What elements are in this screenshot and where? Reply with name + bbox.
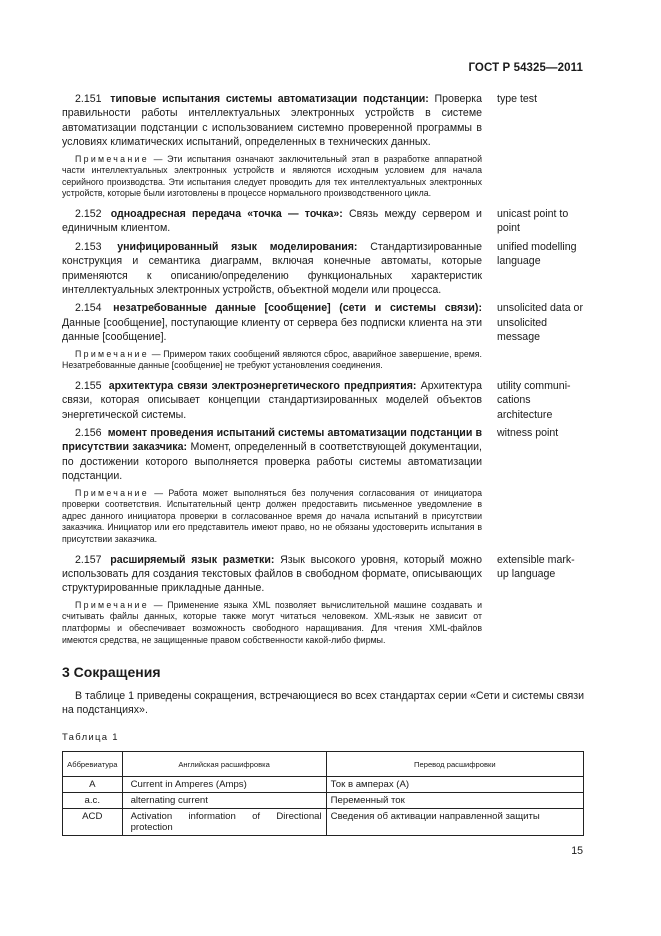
entry-number: 2.151 xyxy=(75,93,102,105)
term-name: незатребованные данные [сообщение] (сети и системы связи): xyxy=(113,302,482,315)
abbreviation-cell: a.c. xyxy=(63,793,123,809)
term-name: расширяемый язык разметки: xyxy=(110,553,275,566)
term-definition: Момент, определенный в соответствующей документации, по достижении которого выполняется проверка работы системы автоматизации подстанции. xyxy=(62,441,483,483)
abbreviation-cell: A xyxy=(63,777,123,793)
term-entry xyxy=(62,92,585,150)
term-entry xyxy=(62,301,585,344)
entry-number: 2.153 xyxy=(75,240,102,253)
english-cell: Current in Amperes (Amps) xyxy=(122,777,326,793)
entry-number: 2.154 xyxy=(75,302,102,315)
note-text: — Эти испытания означают заключительный этап в разработке аппаратной части интеллектуальных электронных устройств и являются исходным условием для начала серийного производства. Эти испытания следует проводить для тех интеллектуальных электронных устройств, которые были изготовлены в процессе нормального производственного цикла. xyxy=(62,153,482,199)
entry-number: 2.155 xyxy=(75,379,102,392)
term-definition: Язык высокого уровня, который можно использовать для создания текстовых файлов в свободном формате, описывающих структурированные прикладные данные. xyxy=(62,553,482,595)
section-title: 3 Сокращения xyxy=(62,664,161,680)
entry-number: 2.156 xyxy=(75,427,102,440)
table-header-abbreviation: Аббревиатура xyxy=(63,752,123,777)
term-note xyxy=(62,488,482,546)
english-term: witness point xyxy=(497,427,559,440)
abbreviations-table xyxy=(62,751,584,836)
term-entry xyxy=(62,207,585,236)
abbreviation-cell: ACD xyxy=(63,809,123,836)
english-term: extensible mark-up language xyxy=(497,553,575,581)
term-name: момент проведения испытаний системы автоматизации подстанции в присутствии заказчика: xyxy=(62,427,483,454)
english-term: utility communi-cations architecture xyxy=(497,379,571,421)
term-definition: Проверка правильности работы интеллектуальных электронных устройств в системе автоматизации подстанции с использованием системно проверенной программы в условиях климатических испытаний, определенных в технических данных. xyxy=(62,93,482,149)
english-cell: alternating current xyxy=(122,793,326,809)
section-text: В таблице 1 приведены сокращения, встречающиеся во всех стандартах серии «Сети и системы связи на подстанциях». xyxy=(62,690,584,717)
translation-cell: Ток в амперах (А) xyxy=(326,777,583,793)
note-text: — Работа может выполняться без получения согласования от инициатора проверки соответствия. Испытательный центр должен предоставить письменное уведомление в адрес данного инициатора проверки в согласованное время до начала испытаний в присутствии заказчика. Инициатор или его представитель имеют право, но не обязаны удостоверить испытания в присутствии заказчика. xyxy=(62,487,482,545)
term-entry xyxy=(62,553,585,596)
term-definition: Стандартизированные конструкция и семантика диаграмм, включая конечные автоматы, которые применяются к описанию/определению функциональных характеристик интеллектуальных электронных устройств, объектной модели или процесса. xyxy=(62,240,482,297)
term-name: унифицированный язык моделирования: xyxy=(117,240,358,253)
term-entry xyxy=(62,240,585,298)
term-name: типовые испытания системы автоматизации подстанции: xyxy=(110,93,429,105)
note-label: Примечание xyxy=(75,348,149,359)
table-row xyxy=(63,793,584,809)
english-cell: Activation information of Directional protection xyxy=(122,809,326,836)
term-name: архитектура связи электроэнергетического предприятия: xyxy=(108,379,417,392)
table-row xyxy=(63,777,584,793)
table-header-english: Английская расшифровка xyxy=(122,752,326,777)
entry-number: 2.152 xyxy=(75,208,102,220)
term-note xyxy=(62,154,482,200)
entry-number: 2.157 xyxy=(75,553,102,566)
table-header-row xyxy=(63,752,584,777)
page-number: 15 xyxy=(571,845,583,857)
note-label: Примечание xyxy=(75,599,149,610)
term-definition: Данные [сообщение], поступающие клиенту от сервера без подписки клиента на эти данные [сообщение]. xyxy=(62,316,482,344)
term-note xyxy=(62,349,482,372)
note-text: — Примером таких сообщений являются сброс, аварийное завершение, время. Незатребованные данные [сообщение] не требуют установления соединения. xyxy=(62,348,482,371)
note-text: — Применение языка XML позволяет вычислительной машине создавать и считывать файлы данных, которые также могут читаться человеком. XML-язык не зависит от платформы и обеспечивает возможность свободного наращивания. Для чтения XML-файлов имеются средства, не защищенные правом собственности какой-либо фирмы. xyxy=(62,599,482,645)
term-note xyxy=(62,600,482,646)
translation-cell: Переменный ток xyxy=(326,793,583,809)
term-entries xyxy=(62,92,585,653)
term-name: одноадресная передача «точка — точка»: xyxy=(110,208,343,220)
english-term: unsolicited data or unsolicited message xyxy=(497,302,583,344)
note-label: Примечание xyxy=(75,153,149,164)
term-entry xyxy=(62,379,585,422)
term-entry xyxy=(62,426,585,484)
english-term: unicast point to point xyxy=(497,208,569,235)
english-term: type test xyxy=(497,93,538,105)
table-row xyxy=(63,809,584,836)
table-caption: Таблица 1 xyxy=(62,732,119,743)
english-term: unified modelling language xyxy=(497,240,577,268)
term-definition: Архитектура связи, которая описывает концепции стандартизированных моделей объектов энергетической системы. xyxy=(62,379,482,421)
term-definition: Связь между сервером и единичным клиентом. xyxy=(62,208,482,235)
translation-cell: Сведения об активации направленной защиты xyxy=(326,809,583,836)
standard-header: ГОСТ Р 54325—2011 xyxy=(468,62,583,74)
note-label: Примечание xyxy=(75,487,149,498)
table-header-translation: Перевод расшифровки xyxy=(326,752,583,777)
